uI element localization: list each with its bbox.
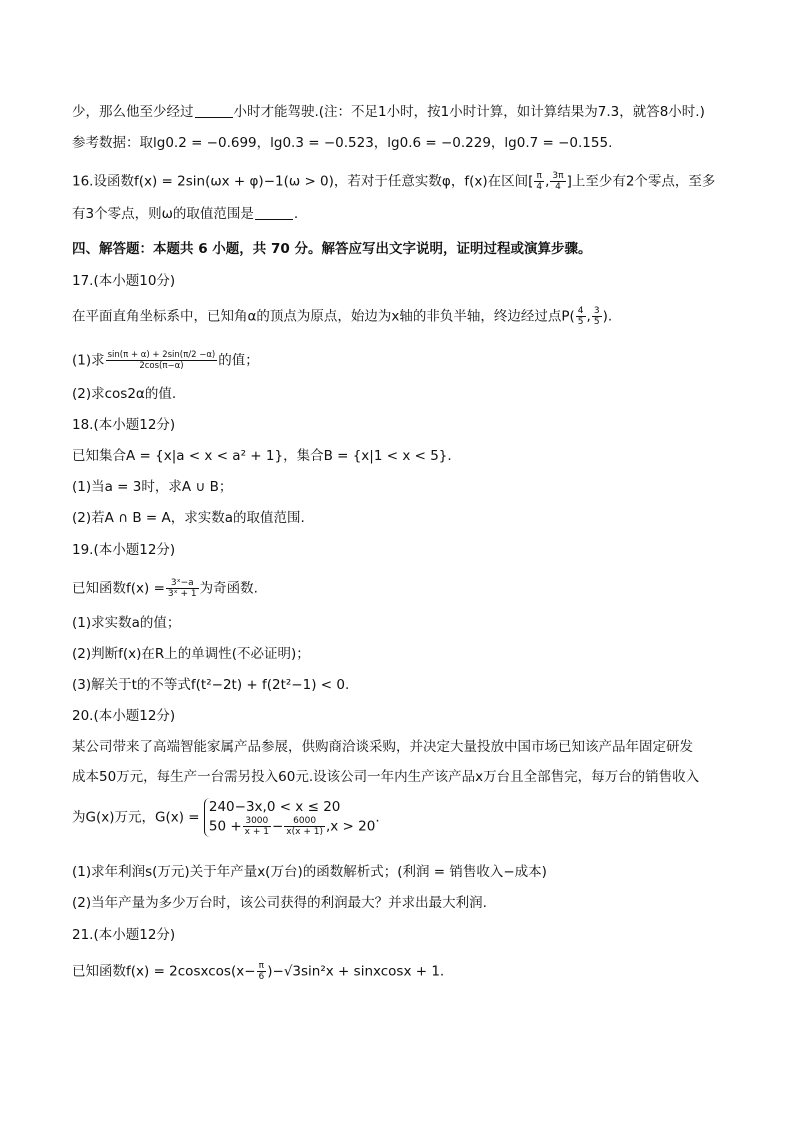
question-18-header xyxy=(72,416,175,434)
numerator: 4 xyxy=(577,306,584,316)
question-20-piecewise xyxy=(72,798,380,837)
numerator: π xyxy=(534,171,544,182)
denominator: 4 xyxy=(536,182,543,192)
question-17-header xyxy=(72,272,175,290)
piecewise-brace xyxy=(204,798,375,837)
text: 17.(本小题10分) xyxy=(72,273,176,289)
fraction xyxy=(550,171,565,192)
text: 某公司带来了高端智能家属产品参展，供购商洽谈采购，并决定大量投放中国市场已知该产品年固定研发 xyxy=(72,739,693,755)
text: (1)当a = 3时，求A ∪ B； xyxy=(72,479,233,495)
numerator: 3000 xyxy=(243,816,271,827)
question-20-part-2 xyxy=(72,894,487,912)
fraction xyxy=(592,306,602,327)
text: )−√3sin²x + sinxcosx + 1. xyxy=(267,963,445,980)
text: (1)求年利润s(万元)关于年产量x(万台)的函数解析式；(利润 = 销售收入−成本) xyxy=(72,864,547,880)
question-17-part-1 xyxy=(72,350,259,371)
question-20-part-1 xyxy=(72,863,547,881)
text: 19.(本小题12分) xyxy=(72,542,176,558)
text: 18.(本小题12分) xyxy=(72,417,176,433)
question-20-stem-1 xyxy=(72,738,693,756)
numerator: sin(π + α) + 2sin(π/2 −α) xyxy=(107,350,216,360)
answer-blank xyxy=(195,105,233,118)
text: 21.(本小题12分) xyxy=(72,927,176,943)
denominator: x + 1 xyxy=(244,827,269,837)
text: − xyxy=(271,818,284,835)
numerator: 6000 xyxy=(284,816,325,827)
text: 为奇函数. xyxy=(199,580,258,597)
text: 小时才能驾驶.(注：不足1小时，按1小时计算，如计算结果为7.3，就答8小时.) xyxy=(233,104,705,120)
text: 已知集合A = {x|a < x < a² + 1}，集合B = {x|1 < x < 5}. xyxy=(72,448,452,464)
question-19-stem xyxy=(72,578,258,599)
text: 16.设函数f(x) = 2sin(ωx + φ)−1(ω > 0)，若对于任意实数φ，f(x)在区间[ xyxy=(72,173,534,190)
text: 已知函数f(x) = xyxy=(72,580,165,597)
fraction xyxy=(257,961,267,982)
question-17-stem: 在平面直角坐标系中，已知角α的顶点为原点，始边为x轴的非负半轴，终边经过点P( $\frac{4}{5}$ , $\frac{3}{5}$ ). xyxy=(72,306,613,327)
text: ). xyxy=(602,308,613,325)
question-18-part-2 xyxy=(72,509,305,527)
text: 成本50万元，每生产一台需另投入60元.设该公司一年内生产该产品x万台且全部售完，每万台的销售收入 xyxy=(72,769,700,785)
text: 的值； xyxy=(218,352,259,369)
text: 少，那么他至少经过 xyxy=(72,104,194,120)
text: 四、解答题：本题共 6 小题，共 70 分。解答应写出文字说明，证明过程或演算步骤。 xyxy=(72,241,592,257)
reference-data-line xyxy=(72,134,612,152)
text-line xyxy=(72,103,705,121)
question-19-part-3 xyxy=(72,676,349,694)
question-20-stem-2 xyxy=(72,768,699,786)
answer-blank xyxy=(255,207,293,220)
text: 已知函数f(x) = 2cosxcos(x− xyxy=(72,963,256,980)
section-heading xyxy=(72,240,591,258)
text: (2)求cos2α的值. xyxy=(72,386,177,402)
denominator: 5 xyxy=(577,317,584,327)
question-17-part-2 xyxy=(72,385,176,403)
case-1: 240−3x,0 < x ≤ 20 xyxy=(208,799,341,815)
numerator: 3ˣ−a xyxy=(166,578,199,589)
text: 有3个零点，则ω的取值范围是 xyxy=(72,206,254,222)
denominator: 4 xyxy=(555,182,561,192)
fraction xyxy=(576,306,586,327)
text: ,x > 20 xyxy=(325,818,376,835)
fraction xyxy=(243,816,271,837)
text: ]上至少有2个零点，至多 xyxy=(566,173,716,190)
text: 参考数据：取lg0.2 = −0.699，lg0.3 = −0.523，lg0.6 = −0.229，lg0.7 = −0.155. xyxy=(72,135,613,151)
denominator: 5 xyxy=(593,317,600,327)
question-21-header xyxy=(72,926,175,944)
question-16-line-2 xyxy=(72,205,298,223)
denominator: x(x + 1) xyxy=(286,827,323,837)
question-16-line: 16.设函数f(x) = 2sin(ωx + φ)−1(ω > 0)，若对于任意实数φ，f(x)在区间[ $\frac{\pi}{4}$ , $\frac{3\pi}{4}$ ]上至少有2个零点，至多 xyxy=(72,171,716,192)
text: . xyxy=(293,206,299,222)
denominator: 2cos(π−α) xyxy=(139,361,184,371)
numerator: π xyxy=(257,961,267,972)
question-20-header xyxy=(72,707,175,725)
numerator: 3π xyxy=(552,171,564,181)
text: (1)求 xyxy=(72,352,105,369)
question-21-stem xyxy=(72,961,444,982)
question-18-stem xyxy=(72,447,452,465)
fraction xyxy=(534,171,544,192)
question-18-part-1 xyxy=(72,478,232,496)
question-19-header xyxy=(72,541,175,559)
text: (3)解关于t的不等式f(t²−2t) + f(2t²−1) < 0. xyxy=(72,677,350,693)
question-19-part-2 xyxy=(72,645,310,663)
fraction xyxy=(284,816,325,837)
text: 20.(本小题12分) xyxy=(72,708,176,724)
case-2 xyxy=(209,816,375,837)
text: (2)若A ∩ B = A，求实数a的取值范围. xyxy=(72,510,305,526)
text: 在平面直角坐标系中，已知角α的顶点为原点，始边为x轴的非负半轴，终边经过点P( xyxy=(72,308,575,325)
text: (2)判断f(x)在R上的单调性(不必证明)； xyxy=(72,646,310,662)
text: 为G(x)万元，G(x) = xyxy=(72,809,200,826)
denominator: 3ˣ + 1 xyxy=(167,589,197,599)
text: . xyxy=(375,809,380,826)
numerator: 3 xyxy=(593,306,600,316)
text: 50 + xyxy=(208,818,242,835)
fraction xyxy=(106,350,218,371)
text: (1)求实数a的值； xyxy=(72,615,181,631)
denominator: 6 xyxy=(258,972,265,982)
text: (2)当年产量为多少万台时，该公司获得的利润最大？并求出最大利润. xyxy=(72,895,487,911)
question-19-part-1 xyxy=(72,614,180,632)
fraction xyxy=(166,578,199,599)
